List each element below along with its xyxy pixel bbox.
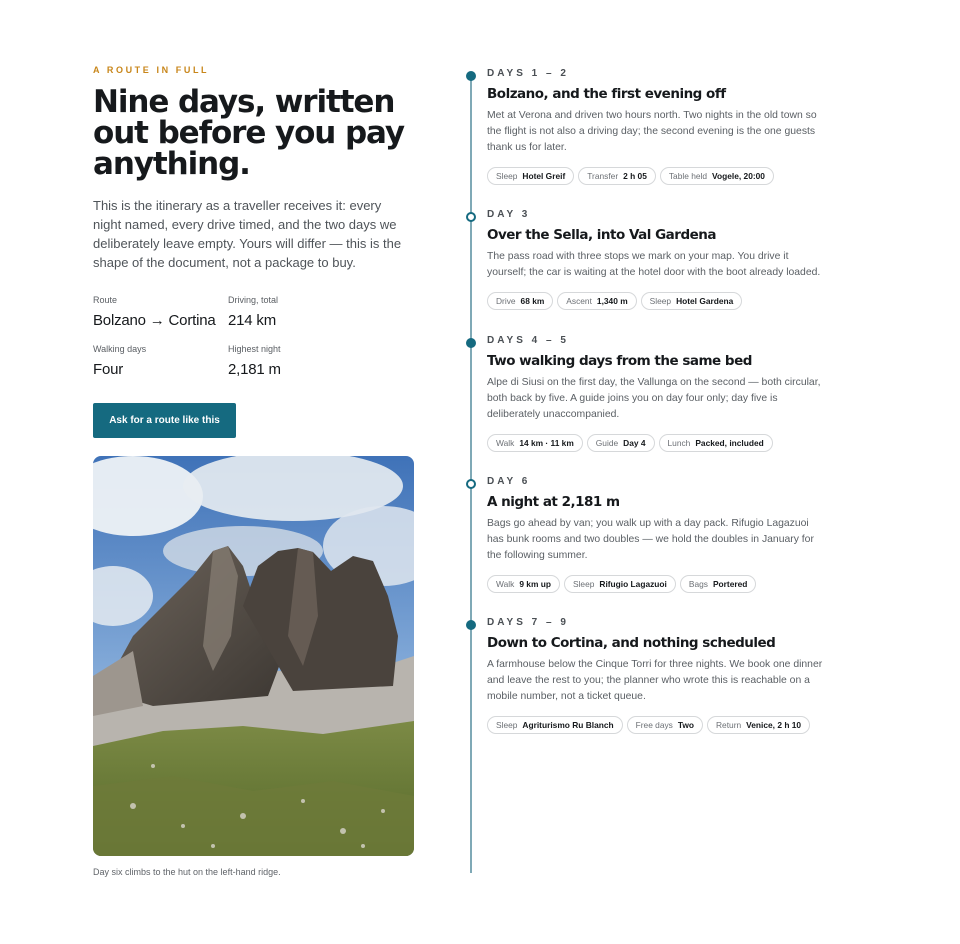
stat-label: Walking days xyxy=(93,344,147,354)
pill-value: 14 km · 11 km xyxy=(519,438,574,448)
detail-pills xyxy=(487,292,742,310)
stat-value: Four xyxy=(93,361,124,378)
entry-description: The pass road with three stops we mark on your map. You drive it yourself; the car is waiting at the hotel door with the boot already loaded. xyxy=(487,251,821,278)
detail-pill xyxy=(487,292,553,310)
timeline-marker xyxy=(466,212,476,222)
pill-key: Table held xyxy=(668,171,708,181)
pill-key: Sleep xyxy=(496,720,518,730)
detail-pill xyxy=(680,575,757,593)
pill-value: 9 km up xyxy=(519,579,551,589)
pill-value: 2 h 05 xyxy=(623,171,647,181)
pill-value: Hotel Gardena xyxy=(676,296,734,306)
detail-pill xyxy=(641,292,743,310)
pill-value: Rifugio Lagazuoi xyxy=(599,579,667,589)
pill-value: Two xyxy=(677,720,694,730)
detail-pill xyxy=(627,716,703,734)
pill-value: Agriturismo Ru Blanch xyxy=(522,720,614,730)
detail-pills xyxy=(487,716,810,734)
detail-pill xyxy=(659,434,773,452)
detail-pill xyxy=(487,434,583,452)
day-label: DAYS 7 – 9 xyxy=(487,617,569,628)
entry-title: Bolzano, and the first evening off xyxy=(487,86,726,102)
stat-value: 214 km xyxy=(228,312,276,329)
entry-title: Over the Sella, into Val Gardena xyxy=(487,227,716,243)
pill-value: Venice, 2 h 10 xyxy=(746,720,802,730)
page-title: Nine days, written out before you pay anything. xyxy=(93,84,405,182)
entry-description: Bags go ahead by van; you walk up with a day pack. Rifugio Lagazuoi has bunk rooms and two doubles — we hold the doubles in January for the following summer. xyxy=(487,518,814,561)
day-label: DAYS 4 – 5 xyxy=(487,335,569,346)
pill-value: 68 km xyxy=(520,296,545,306)
day-label: DAYS 1 – 2 xyxy=(487,68,569,79)
ask-route-button[interactable]: Ask for a route like this xyxy=(93,403,236,438)
photo-caption: Day six climbs to the hut on the left-hand ridge. xyxy=(93,867,281,877)
stat-highest-night xyxy=(228,343,388,380)
pill-key: Drive xyxy=(496,296,516,306)
stat-walking-days xyxy=(93,343,228,380)
intro-paragraph: This is the itinerary as a traveller receives it: every night named, every drive timed, and the two days we deliberately leave empty. Yours will differ — this is the shape of the document, not a package to buy. xyxy=(93,198,402,270)
detail-pills xyxy=(487,434,773,452)
pill-key: Walk xyxy=(496,438,515,448)
stat-route xyxy=(93,294,228,331)
route-summary xyxy=(93,60,415,438)
timeline-marker xyxy=(466,479,476,489)
pill-value: Day 4 xyxy=(623,438,646,448)
entry-description: Alpe di Siusi on the first day, the Vallunga on the second — both circular, both back by five. A guide joins you on day four only; day five is deliberately unaccompanied. xyxy=(487,377,821,420)
eyebrow-label: A ROUTE IN FULL xyxy=(93,65,210,75)
stat-label: Driving, total xyxy=(228,295,279,305)
stat-driving xyxy=(228,294,388,331)
entry-title: Down to Cortina, and nothing scheduled xyxy=(487,635,776,651)
pill-key: Sleep xyxy=(496,171,518,181)
stat-value: 2,181 m xyxy=(228,361,281,378)
pill-key: Return xyxy=(716,720,742,730)
mountain-photo xyxy=(93,456,414,856)
detail-pill xyxy=(660,167,774,185)
timeline-line xyxy=(470,74,472,873)
timeline-marker xyxy=(466,620,476,630)
entry-description: A farmhouse below the Cinque Torri for three nights. We book one dinner and leave the rest to you; the planner who wrote this is reachable on a mobile number, not a ticket queue. xyxy=(487,659,823,702)
stat-label: Route xyxy=(93,295,118,305)
pill-value: Vogele, 20:00 xyxy=(712,171,765,181)
timeline-marker xyxy=(466,71,476,81)
stat-value: Bolzano → Cortina xyxy=(93,312,216,329)
pill-value: Hotel Greif xyxy=(522,171,566,181)
detail-pills xyxy=(487,167,774,185)
detail-pill xyxy=(487,575,560,593)
detail-pills xyxy=(487,575,756,593)
pill-value: Packed, included xyxy=(695,438,764,448)
pill-key: Lunch xyxy=(667,438,691,448)
pill-value: 1,340 m xyxy=(596,296,628,306)
pill-value: Portered xyxy=(712,579,748,589)
detail-pill xyxy=(707,716,810,734)
detail-pill xyxy=(487,167,574,185)
day-label: DAY 6 xyxy=(487,476,531,487)
pill-key: Transfer xyxy=(587,171,619,181)
pill-key: Sleep xyxy=(572,579,595,589)
day-label: DAY 3 xyxy=(487,209,531,220)
stat-label: Highest night xyxy=(228,344,281,354)
pill-key: Free days xyxy=(635,720,673,730)
detail-pill xyxy=(587,434,655,452)
entry-title: Two walking days from the same bed xyxy=(487,353,752,369)
pill-key: Bags xyxy=(688,579,708,589)
pill-key: Sleep xyxy=(649,296,672,306)
pill-key: Ascent xyxy=(566,296,592,306)
detail-pill xyxy=(564,575,676,593)
detail-pill xyxy=(557,292,636,310)
pill-key: Walk xyxy=(496,579,515,589)
pill-key: Guide xyxy=(595,438,619,448)
detail-pill xyxy=(487,716,623,734)
detail-pill xyxy=(578,167,656,185)
entry-title: A night at 2,181 m xyxy=(487,494,620,510)
timeline-marker xyxy=(466,338,476,348)
entry-description: Met at Verona and driven two hours north. Two nights in the old town so the flight is not also a driving day; the second evening is the one guests thank us for later. xyxy=(487,110,817,153)
route-stats xyxy=(93,294,415,380)
